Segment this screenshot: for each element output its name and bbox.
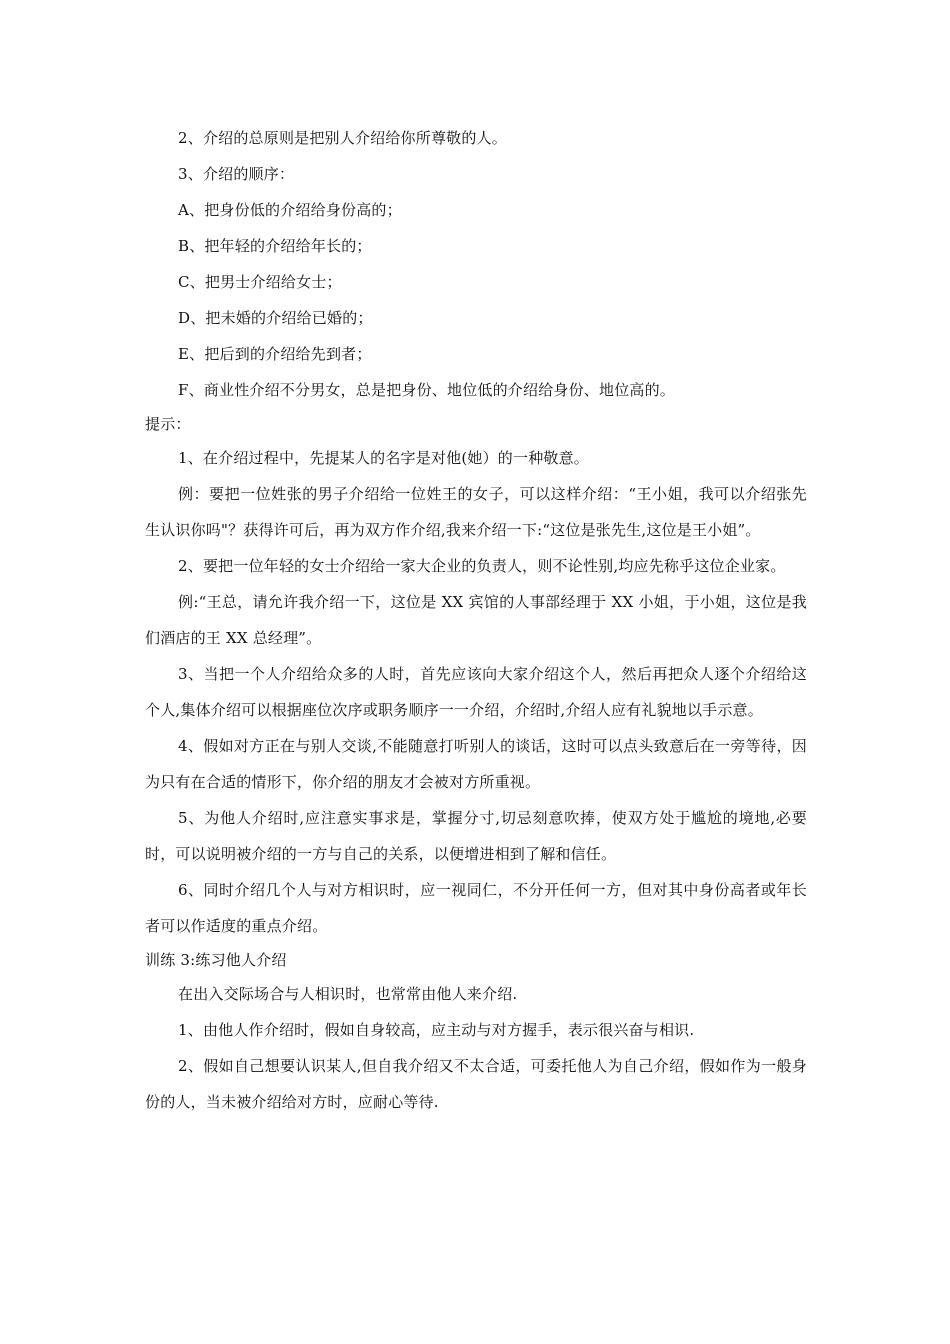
training-intro: 在出入交际场合与人相识时，也常常由他人来介绍. <box>178 985 518 1003</box>
training-item-2: 2、假如自己想要认识某人,但自我介绍又不太合适，可委托他人为自己介绍，假如作为一般身份的人，当未被介绍给对方时，应耐心等待. <box>145 1057 807 1111</box>
section-heading-training-3: 训练 3:练习他人介绍 <box>145 951 287 969</box>
list-item-a: A、把身份低的介绍给身份高的； <box>178 201 402 219</box>
tip-2-example: 例:“王总，请允许我介绍一下，这位是 XX 宾馆的人事部经理于 XX 小姐，于小姐，这位是我们酒店的王 XX 总经理”。 <box>145 593 807 647</box>
tip-1-example: 例：要把一位姓张的男子介绍给一位姓王的女子，可以这样介绍：“王小姐，我可以介绍张先生认识你吗"？获得许可后，再为双方作介绍,我来介绍一下:“这位是张先生,这位是王小姐”。 <box>145 485 807 539</box>
tip-3: 3、当把一个人介绍给众多的人时，首先应该向大家介绍这个人，然后再把众人逐个介绍给这个人,集体介绍可以根据座位次序或职务顺序一一介绍，介绍时,介绍人应有礼貌地以手示意。 <box>145 665 807 719</box>
list-item-d: D、把未婚的介绍给已婚的； <box>178 309 373 327</box>
list-item-b: B、把年轻的介绍给年长的； <box>178 237 372 255</box>
paragraph-order-heading: 3、介绍的顺序： <box>178 165 295 183</box>
paragraph-principle: 2、介绍的总原则是把别人介绍给你所尊敬的人。 <box>178 129 507 147</box>
tip-1: 1、在介绍过程中，先提某人的名字是对他(她）的一种敬意。 <box>178 449 589 467</box>
list-item-e: E、把后到的介绍给先到者； <box>178 345 372 363</box>
tip-4: 4、假如对方正在与别人交谈,不能随意打听别人的谈话，这时可以点头致意后在一旁等待，因为只有在合适的情形下，你介绍的朋友才会被对方所重视。 <box>145 737 807 791</box>
tip-6: 6、同时介绍几个人与对方相识时，应一视同仁，不分开任何一方，但对其中身份高者或年长者可以作适度的重点介绍。 <box>145 881 807 935</box>
training-item-1: 1、由他人作介绍时，假如自身较高，应主动与对方握手，表示很兴奋与相识. <box>178 1021 695 1039</box>
list-item-f: F、商业性介绍不分男女，总是把身份、地位低的介绍给身份、地位高的。 <box>178 381 676 399</box>
list-item-c: C、把男士介绍给女士； <box>178 273 342 291</box>
tip-5: 5、为他人介绍时,应注意实事求是，掌握分寸,切忌刻意吹捧，使双方处于尴尬的境地,必要时，可以说明被介绍的一方与自己的关系，以便增进相到了解和信任。 <box>145 809 807 863</box>
tip-2: 2、要把一位年轻的女士介绍给一家大企业的负责人，则不论性别,均应先称乎这位企业家。 <box>178 557 786 575</box>
document-body <box>145 120 807 1120</box>
tips-heading: 提示： <box>145 415 191 433</box>
